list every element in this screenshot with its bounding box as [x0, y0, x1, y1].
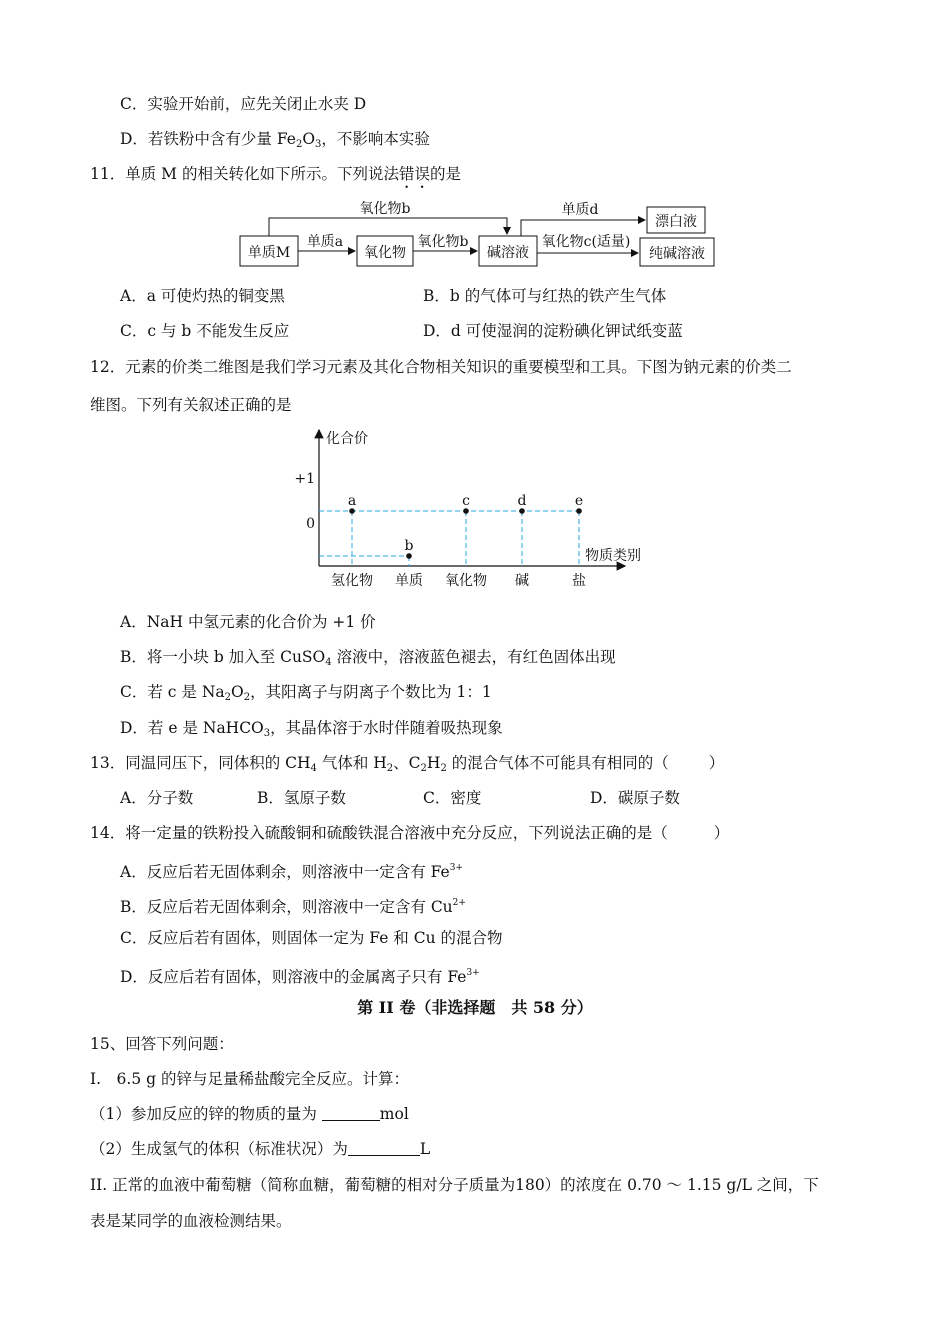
x-tick-label: 单质	[395, 573, 423, 589]
q11-option-b: B．b 的气体可与红热的铁产生气体	[423, 287, 667, 305]
arrow-b-top-label: 氧化物b	[359, 201, 411, 217]
q14-option-a: A．反应后若无固体剩余，则溶液中一定含有 $Fe^{3+}$	[120, 863, 463, 881]
point-label-c: c	[462, 493, 470, 509]
q12-stem-line2: 维图。下列有关叙述正确的是	[90, 396, 292, 414]
x-tick-label: 氧化物	[445, 573, 487, 589]
point-label-e: e	[574, 493, 584, 509]
x-tick-label: 碱	[515, 573, 529, 589]
q12-option-b: B．将一小块 b 加入至 CuSO$_4$ 溶液中，溶液蓝色褪去，有红色固体出现	[120, 648, 616, 668]
q13-option-b: B．氢原子数	[257, 789, 346, 807]
x-axis-label: 物质类别	[585, 548, 641, 564]
q13-option-c: C．密度	[423, 789, 482, 807]
q11-option-c: C．c 与 b 不能发生反应	[120, 322, 290, 340]
answer-blank-2[interactable]	[348, 1139, 420, 1156]
arrow-c-label: 氧化物c(适量)	[541, 234, 631, 250]
node-alkali-label: 碱溶液	[487, 245, 529, 261]
point-label-d: d	[517, 493, 527, 509]
point-c	[463, 508, 469, 514]
point-a	[349, 508, 355, 514]
q12-valence-chart	[290, 425, 660, 593]
q14-stem: 14．将一定量的铁粉投入硫酸铜和硫酸铁混合溶液中充分反应，下列说法正确的是（ ）	[90, 824, 730, 842]
q10-option-d: D．若铁粉中含有少量 $Fe_2O_3$，不影响本实验	[120, 130, 430, 150]
node-bleach-label: 漂白液	[655, 214, 697, 230]
q12-option-c: C．若 c 是 $Na_2O_2$，其阳离子与阴离子个数比为 1：1	[120, 683, 492, 703]
q14-option-d: D．反应后若有固体，则溶液中的金属离子只有 $Fe^{3+}$	[120, 968, 480, 986]
q15-sub1: （1）参加反应的锌的物质的量为 mol	[90, 1105, 409, 1123]
q11-option-a: A．a 可使灼热的铜变黑	[120, 287, 285, 305]
q15-part2-line2: 表是某同学的血液检测结果。	[90, 1212, 292, 1230]
q10-option-c: C．实验开始前，应先关闭止水夹 D	[120, 95, 367, 113]
point-label-a: a	[347, 493, 357, 509]
point-label-b: b	[404, 538, 414, 554]
node-oxide-label: 氧化物	[364, 245, 406, 261]
point-d	[519, 508, 525, 514]
x-tick-label: 氢化物	[331, 573, 373, 589]
answer-blank-1[interactable]	[322, 1104, 380, 1121]
point-b	[406, 553, 412, 559]
q15-part1: I. 6.5 g 的锌与足量稀盐酸完全反应。计算：	[90, 1070, 409, 1088]
q11-option-d: D．d 可使湿润的淀粉碘化钾试纸变蓝	[423, 322, 683, 340]
q13-stem: 13．同温同压下，同体积的 $CH_4$ 气体和 $H_2$、$C_2H_2$ 的混合气体不可能具有相同的（ ）	[90, 754, 725, 774]
q11-stem: 11．单质 M 的相关转化如下所示。下列说法错误的是	[90, 165, 461, 183]
section-2-title: 第 II 卷（非选择题 共 58 分）	[357, 998, 593, 1017]
q14-option-c: C．反应后若有固体，则固体一定为 Fe 和 Cu 的混合物	[120, 929, 503, 947]
y-tick-zero: 0	[306, 516, 315, 532]
y-tick-plus1: +1	[294, 471, 315, 487]
q15-stem: 15、回答下列问题：	[90, 1035, 234, 1053]
x-tick-label: 盐	[572, 573, 586, 589]
node-soda-label: 纯碱溶液	[649, 246, 705, 262]
arrow-b-label: 氧化物b	[417, 234, 469, 250]
q11-conversion-diagram	[235, 198, 725, 272]
q12-stem-line1: 12．元素的价类二维图是我们学习元素及其化合物相关知识的重要模型和工具。下图为钠元素的价类二	[90, 358, 792, 376]
y-axis-label: 化合价	[326, 431, 368, 447]
q15-part2-line1: II. 正常的血液中葡萄糖（简称血糖，葡萄糖的相对分子质量为180）的浓度在 0.70 ～ 1.15 g/L 之间，下	[90, 1176, 819, 1194]
node-m-label: 单质M	[247, 245, 291, 261]
arrow-b-top	[269, 218, 507, 236]
arrow-d-label: 单质d	[561, 202, 599, 218]
q13-option-a: A．分子数	[120, 789, 194, 807]
q12-option-d: D．若 e 是 NaHCO$_3$，其晶体溶于水时伴随着吸热现象	[120, 719, 503, 739]
point-e	[576, 508, 582, 514]
q15-sub2: （2）生成氢气的体积（标准状况）为 L	[90, 1140, 431, 1158]
q14-option-b: B．反应后若无固体剩余，则溶液中一定含有 $Cu^{2+}$	[120, 898, 466, 916]
q12-option-a: A．NaH 中氢元素的化合价为 +1 价	[120, 613, 376, 631]
q13-option-d: D．碳原子数	[590, 789, 680, 807]
arrow-a-label: 单质a	[306, 234, 344, 250]
